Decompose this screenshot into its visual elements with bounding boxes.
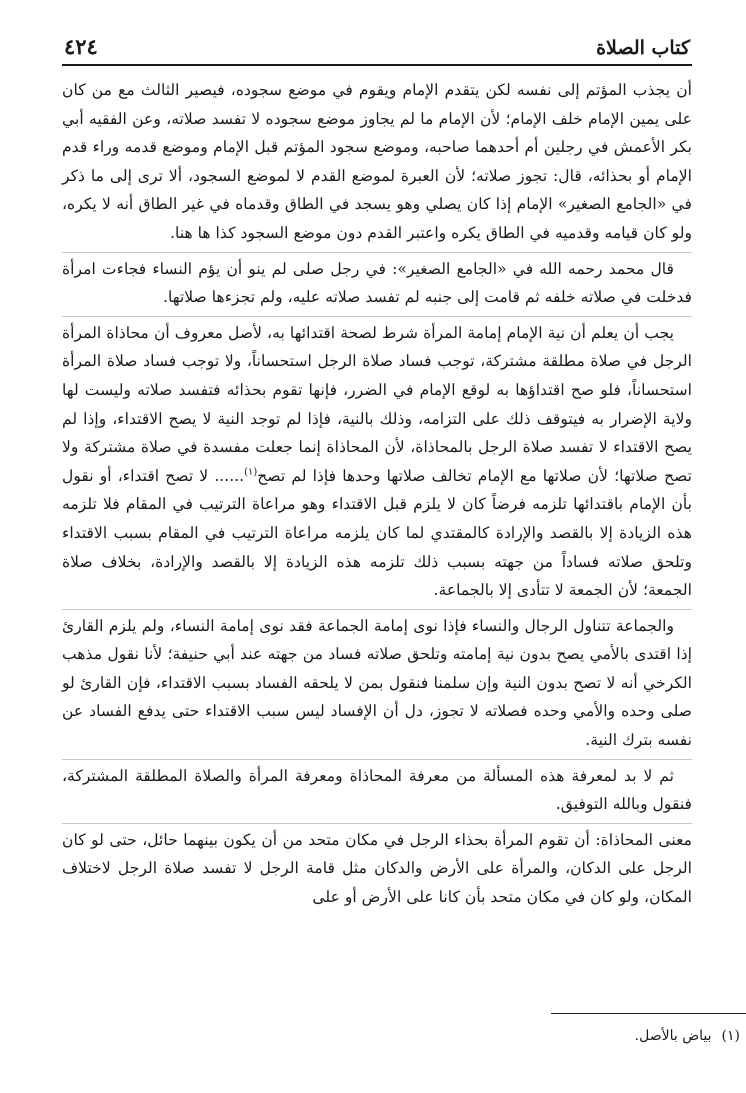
document-page (62, 34, 692, 1093)
footnote-divider (551, 1013, 746, 1014)
paragraph-text-continued: ...... لا تصح اقتداء، أو نقول بأن الإمام باقتدائها تلزمه فرضاً كان لا يلزم قبل الاقتداء وهو مراعاة الترتيب في المقام فلا تلزمه هذه الزيادة إلا بالقصد والإرادة كالمقتدي لما كان يلزمه مراعاة الترتيب في المقام بسبب الاقتداء وتلحق صلاته فساداً من جهته بسبب ذلك تلزمه هذه الزيادة إلا بالقصد والإرادة، بخلاف صلاة الجمعة؛ لأن الجمعة لا تتأدى إلا بالجماعة. (62, 466, 692, 600)
paragraph (62, 76, 692, 252)
running-header (62, 34, 692, 66)
main-text (62, 76, 692, 916)
paragraph (62, 252, 692, 316)
paragraph-text: أن يجذب المؤتم إلى نفسه لكن يتقدم الإمام ويقوم في موضع سجوده، فيصير الثالث مع من كان على يمين الإمام خلف الإمام؛ لأن الإمام ما لم يجاوز موضع سجوده لا تفسد صلاته، وعن الفقيه أبي بكر الأعمش في رجلين أم أحدهما صاحبه، وموضع سجود المؤتم قبل الإمام وموضع قدمه وراء قدم الإمام أو بحذائه، قال: تجوز صلاته؛ لأن العبرة لموضع القدم لا لموضع السجود، ألا ترى إلى ما ذكر في «الجامع الصغير» الإمام إذا كان يصلي وهو يسجد في الطاق وقدماه في غير الطاق أنه لا يكره، ولو كان قيامه وقدميه في الطاق يكره واعتبر القدم دون موضع السجود كذا ها هنا. (62, 81, 692, 242)
footnote-number: (١) (721, 1028, 740, 1044)
paragraph (62, 609, 692, 759)
page-number: ٤٢٤ (64, 34, 98, 59)
footnote-text: بياض بالأصل. (634, 1028, 712, 1044)
paragraph (62, 316, 692, 609)
paragraph (62, 823, 692, 916)
footnote (635, 1028, 740, 1044)
paragraph-text: قال محمد رحمه الله في «الجامع الصغير»: في رجل صلى لم ينو أن يؤم النساء فجاءت امرأة فدخلت في صلاته خلفه ثم قامت إلى جنبه لم تفسد صلاته عليه، ولم تجزءها صلاتها. (62, 259, 692, 307)
paragraph-text: معنى المحاذاة: أن تقوم المرأة بحذاء الرجل في مكان متحد من أن يكون بينهما حائل، حتى لو كان الرجل على الدكان، والمرأة على الأرض والدكان مثل قامة الرجل لا تفسد صلاة الرجل لاختلاف المكان، ولو كان في مكان متحد بأن كانا على الأرض أو على (62, 830, 692, 907)
paragraph-text: يجب أن يعلم أن نية الإمام إمامة المرأة شرط لصحة اقتدائها به، لأصل معروف أن محاذاة المرأة الرجل في صلاة مطلقة مشتركة، توجب فساد صلاة الرجل استحساناً، ولا توجب فساد صلاة المرأة استحساناً، فلو صح اقتداؤها به لوقع الإمام في الضرر، فإنها تقوم بحذائه فتفسد صلاته وليست لها ولاية الإضرار به فيتوقف ذلك على التزامه، وذلك بالنية، فإذا لم توجد النية لا يصح الاقتداء، وإذا لم يصح الاقتداء لا تفسد صلاة الرجل بالمحاذاة، لأن المحاذاة إنما جعلت مفسدة في صلاة مشتركة ولا تصح صلاتها؛ لأن صلاتها مع الإمام تخالف صلاتها وحدها فإذا لم تصح (62, 323, 692, 485)
paragraph-text: والجماعة تتناول الرجال والنساء فإذا نوى إمامة الجماعة فقد نوى إمامة النساء، ولم يلزم القارئ إذا اقتدى بالأمي يصح بدون نية إمامته وتلحق صلاته فساد من جهته عند أبي حنيفة؛ لأنا نقول مذهب الكرخي أنه لا تصح بدون النية وإن سلمنا فنقول بمن لا يلحقه الفساد بسبب الاقتداء، فإن القارئ لو صلى وحده والأمي وحده فصلاته لا تجوز، دل أن الإفساد ليس سبب الاقتداء حتى يدفع الفساد عن نفسه بترك النية. (62, 616, 692, 750)
footnote-marker: (١) (244, 466, 258, 478)
paragraph-text: ثم لا بد لمعرفة هذه المسألة من معرفة المحاذاة ومعرفة المرأة والصلاة المطلقة المشتركة، فنقول وبالله التوفيق. (62, 766, 692, 814)
chapter-title: كتاب الصلاة (596, 37, 690, 59)
paragraph (62, 759, 692, 823)
